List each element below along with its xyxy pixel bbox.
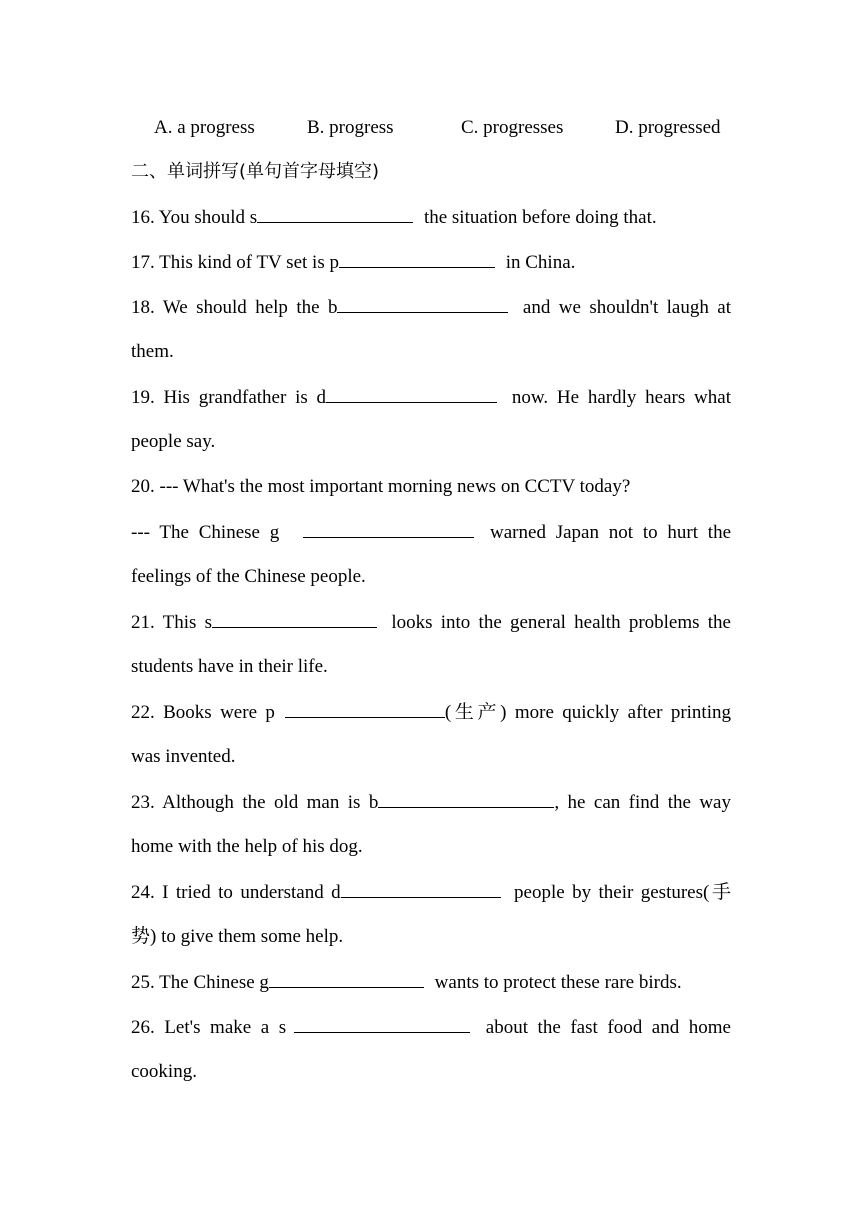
answer-blank — [269, 970, 424, 988]
question-text: 25. The Chinese g — [131, 972, 269, 993]
question-text: about the fast food and home — [476, 1017, 731, 1038]
question-26 — [131, 1015, 731, 1040]
question-23 — [131, 790, 731, 815]
answer-blank — [257, 205, 413, 223]
question-text: 16. You should s — [131, 207, 258, 228]
question-20-answer-line — [131, 520, 731, 545]
option-c: C. progresses — [461, 117, 564, 138]
answer-blank — [212, 610, 377, 628]
question-text: 21. This s — [131, 612, 213, 633]
question-text: 24. I tried to understand d — [131, 882, 341, 903]
question-21 — [131, 610, 731, 635]
question-text: and we shouldn't laugh at — [514, 297, 731, 318]
question-text: people by their gestures(手 — [506, 882, 731, 903]
question-26-continuation: cooking. — [131, 1061, 197, 1082]
question-text: 18. We should help the b — [131, 297, 338, 318]
question-text: 26. Let's make a s — [131, 1017, 287, 1038]
question-18 — [131, 295, 731, 320]
question-25 — [131, 970, 731, 995]
question-22-continuation: was invented. — [131, 746, 236, 767]
question-text: 23. Although the old man is b — [131, 792, 379, 813]
section-heading: 二、单词拼写(单句首字母填空) — [131, 161, 380, 182]
answer-blank — [326, 385, 497, 403]
question-text: wants to protect these rare birds. — [429, 972, 682, 993]
question-24 — [131, 880, 731, 905]
question-text: the situation before doing that. — [419, 207, 657, 228]
question-text: --- The Chinese g — [131, 522, 280, 543]
answer-blank — [341, 880, 501, 898]
question-19 — [131, 385, 731, 410]
question-19-continuation: people say. — [131, 431, 216, 452]
question-text: 19. His grandfather is d — [131, 387, 327, 408]
answer-blank — [339, 250, 495, 268]
question-17 — [131, 250, 731, 275]
option-b: B. progress — [307, 117, 394, 138]
option-a: A. a progress — [154, 117, 255, 138]
answer-blank — [378, 790, 554, 808]
question-text: looks into the general health problems the — [383, 612, 731, 633]
question-18-continuation: them. — [131, 341, 174, 362]
option-d: D. progressed — [615, 117, 721, 138]
question-20-continuation: feelings of the Chinese people. — [131, 566, 366, 587]
question-21-continuation: students have in their life. — [131, 656, 328, 677]
question-text: warned Japan not to hurt the — [480, 522, 731, 543]
question-text: 17. This kind of TV set is p — [131, 252, 339, 273]
question-23-continuation: home with the help of his dog. — [131, 836, 363, 857]
question-text: in China. — [500, 252, 576, 273]
question-text: now. He hardly hears what — [503, 387, 731, 408]
answer-blank — [303, 520, 474, 538]
answer-blank — [285, 700, 445, 718]
question-22 — [131, 700, 731, 725]
answer-blank — [294, 1015, 470, 1033]
answer-blank — [337, 295, 508, 313]
question-16 — [131, 205, 731, 230]
question-text: , he can find the way — [554, 792, 731, 813]
question-20: 20. --- What's the most important morning news on CCTV today? — [131, 476, 631, 497]
question-24-continuation: 势) to give them some help. — [131, 926, 344, 947]
question-text: 22. Books were p — [131, 702, 275, 723]
question-text: (生产) more quickly after printing — [444, 702, 731, 723]
